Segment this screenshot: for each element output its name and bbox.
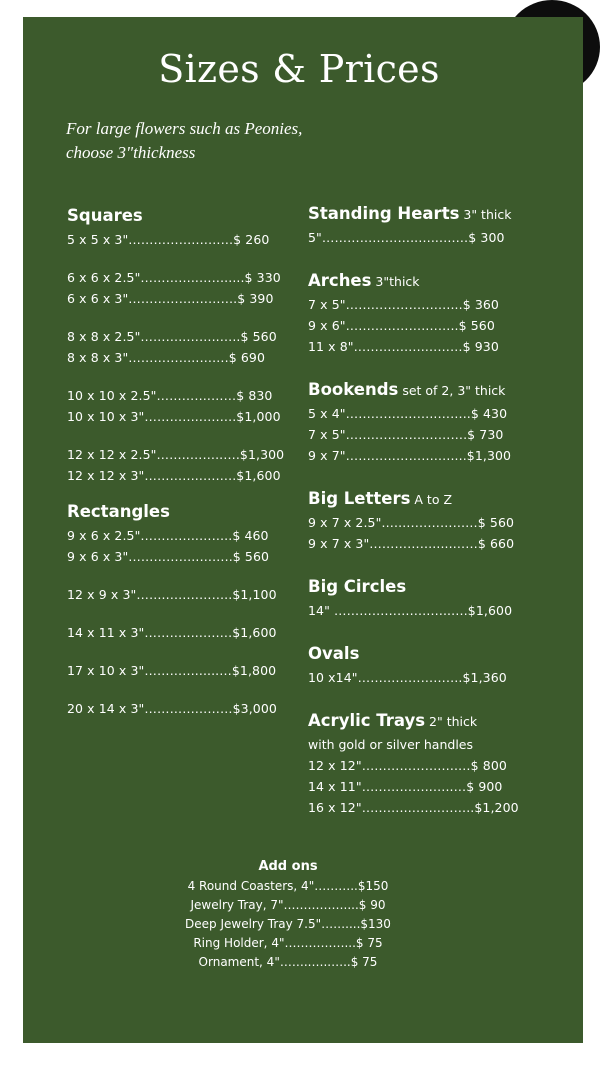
- price-row: 8 x 8 x 3"……………..…….$ 690: [67, 350, 266, 365]
- section-title-text: Arches: [308, 271, 372, 290]
- addon-row: 4 Round Coasters, 4"………..$150: [187, 879, 389, 893]
- price-row: 9 x 7 x 3"…………….....……$ 660: [308, 536, 515, 551]
- section-title: [308, 576, 554, 598]
- page-title: Sizes & Prices: [158, 47, 440, 91]
- price-row: 7 x 5"……………….……….$ 730: [308, 427, 504, 442]
- section-title: [308, 488, 554, 510]
- price-row: 17 x 10 x 3"…………......…$1,800: [67, 663, 277, 678]
- section-note: A to Z: [410, 492, 453, 507]
- price-row: 9 x 6 x 3"……………..……..$ 560: [67, 549, 270, 564]
- section-note: 3"thick: [371, 274, 420, 289]
- price-row: 5 x 4"…………..……..……..$ 430: [308, 406, 508, 421]
- price-row: 9 x 7 x 2.5"…..………………$ 560: [308, 515, 515, 530]
- price-row: 6 x 6 x 2.5"…………..…….....$ 330: [67, 270, 281, 285]
- right-column: [308, 203, 554, 818]
- addons-section: [23, 857, 553, 972]
- section-title: [308, 710, 554, 732]
- price-row: 12 x 12 x 3"…………..……..$1,600: [67, 468, 281, 483]
- section-title: [308, 643, 554, 665]
- price-row: 10 x 10 x 3"…………..……..$1,000: [67, 409, 281, 424]
- subtitle-line: For large flowers such as Peonies,: [66, 119, 303, 138]
- section-title-text: Big Letters: [308, 489, 411, 508]
- price-row: 6 x 6 x 3"……………….…….$ 390: [67, 291, 274, 306]
- section-title: [308, 379, 554, 401]
- price-row: 5"…………………..…...……$ 300: [308, 230, 505, 245]
- section-note: set of 2, 3" thick: [398, 383, 506, 398]
- section-description: with gold or silver handles: [308, 737, 473, 752]
- price-row: 14" ……………….……....…$1,600: [308, 603, 513, 618]
- section-note: 2" thick: [425, 714, 478, 729]
- addon-row: Deep Jewelry Tray 7.5"……....$130: [185, 917, 391, 931]
- price-row: 9 x 6 x 2.5"…………..……..$ 460: [67, 528, 269, 543]
- section-title-text: Ovals: [308, 644, 360, 663]
- menu-panel: [23, 17, 583, 1043]
- price-row: 14 x 11 x 3"…………..…….$1,600: [67, 625, 277, 640]
- section-title-text: Acrylic Trays: [308, 711, 426, 730]
- price-row: 11 x 8"……………..………$ 930: [308, 339, 499, 354]
- price-row: 14 x 11"……………..…..…$ 900: [308, 779, 503, 794]
- addon-row: Jewelry Tray, 7"……………....$ 90: [190, 898, 386, 912]
- price-row: 16 x 12"………..……..……..$1,200: [308, 800, 519, 815]
- price-row: 12 x 9 x 3"……..…….……..$1,100: [67, 587, 277, 602]
- price-row: 9 x 7"…………………….....$1,300: [308, 448, 512, 463]
- section-title-text: Standing Hearts: [308, 204, 460, 223]
- price-row: 12 x 12"…………………..…$ 800: [308, 758, 507, 773]
- price-row: 12 x 12 x 2.5"……..……..….$1,300: [67, 447, 285, 462]
- section-title: [308, 270, 554, 292]
- section-title-text: Big Circles: [308, 577, 407, 596]
- left-column: [67, 205, 295, 719]
- section-title: [308, 203, 554, 225]
- section-note: 3" thick: [459, 207, 512, 222]
- price-row: 20 x 14 x 3"…………………$3,000: [67, 701, 277, 716]
- section-title: Rectangles: [67, 502, 170, 521]
- price-row: 8 x 8 x 2.5"………..……..…..$ 560: [67, 329, 277, 344]
- addons-title: Add ons: [258, 859, 318, 874]
- subtitle-line: choose 3"thickness: [66, 143, 196, 162]
- price-row: 10 x14"…………………….$1,360: [308, 670, 507, 685]
- addon-row: Ornament, 4"……..…..…..$ 75: [198, 955, 378, 969]
- price-row: 9 x 6"……………….……..$ 560: [308, 318, 495, 333]
- price-row: 10 x 10 x 2.5"………….……$ 830: [67, 388, 273, 403]
- price-row: 5 x 5 x 3"……………….……$ 260: [67, 232, 270, 247]
- price-row: 7 x 5"……………………....$ 360: [308, 297, 499, 312]
- addon-row: Ring Holder, 4"……………...$ 75: [193, 936, 383, 950]
- subtitle: [66, 117, 366, 165]
- section-title-text: Bookends: [308, 380, 399, 399]
- section-title: Squares: [67, 206, 143, 225]
